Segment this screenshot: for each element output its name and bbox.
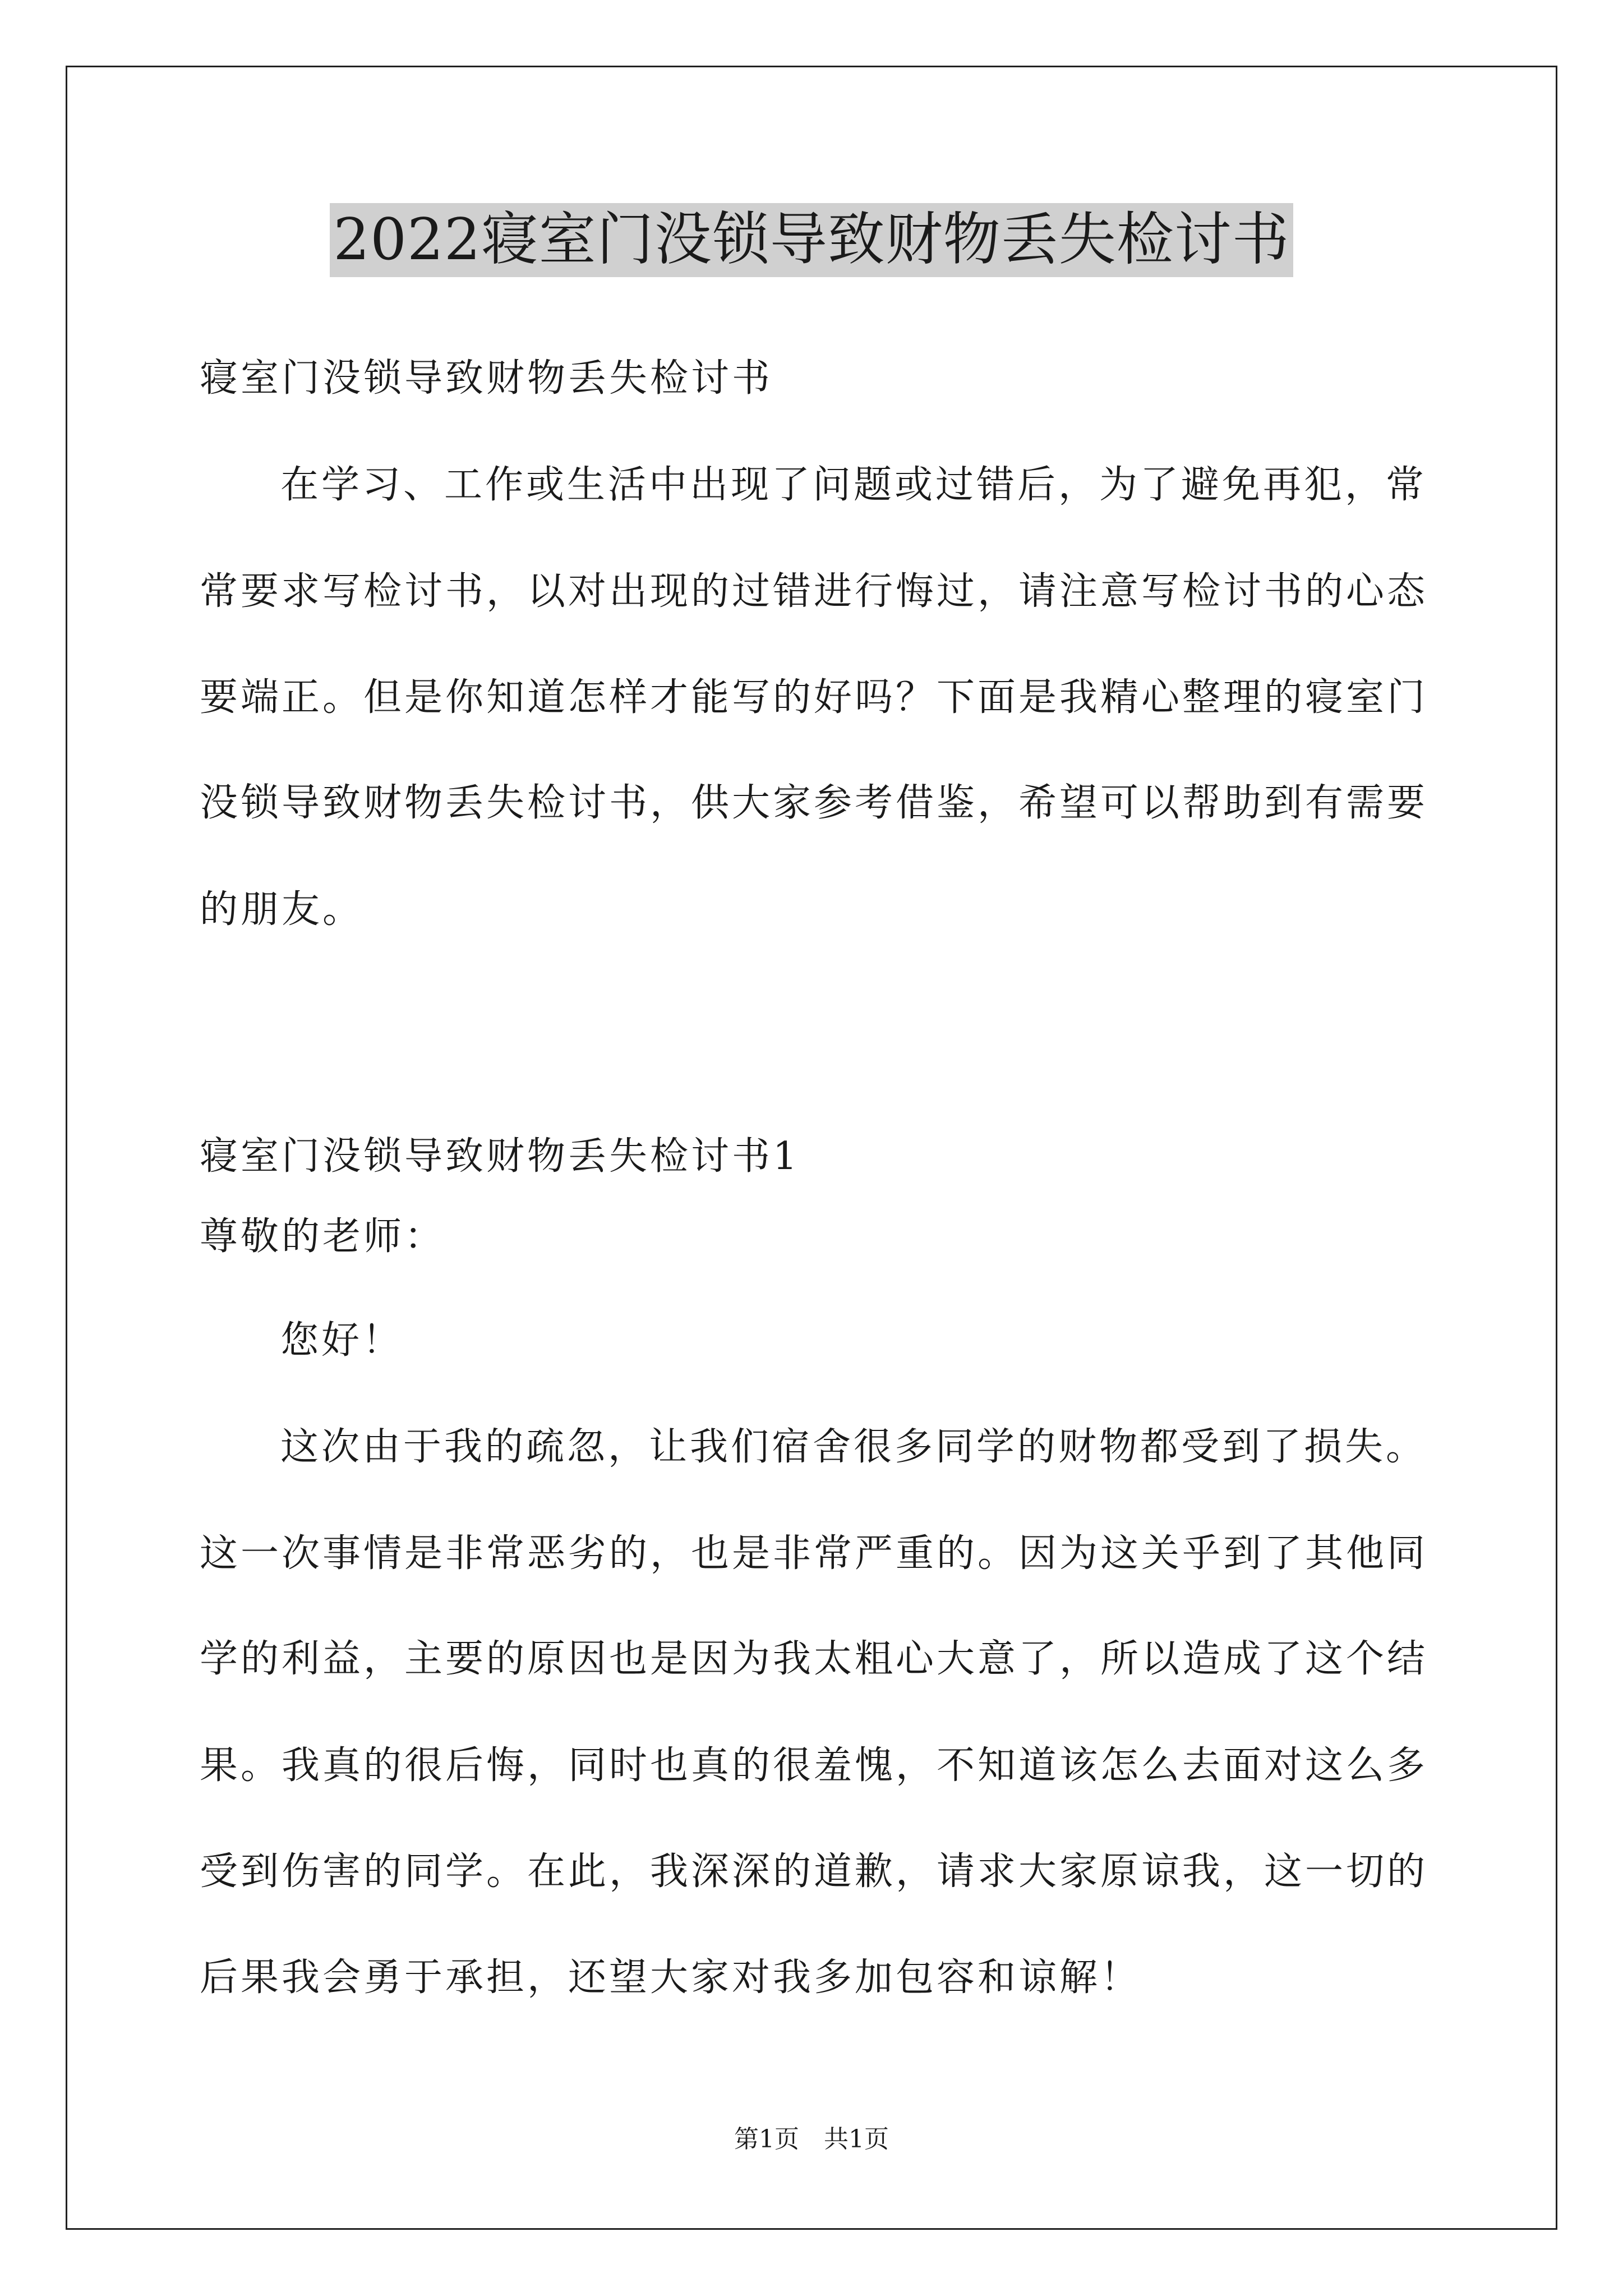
document-title: 2022寝室门没锁导致财物丢失检讨书 bbox=[330, 203, 1293, 277]
body-line-1: 这次由于我的疏忽，让我们宿舍很多同学的财物都受到了损失。 bbox=[280, 1425, 1427, 1469]
body-line-2: 这一次事情是非常恶劣的，也是非常严重的。因为这关乎到了其他同 bbox=[200, 1531, 1428, 1576]
intro-line-4: 没锁导致财物丢失检讨书，供大家参考借鉴，希望可以帮助到有需要 bbox=[200, 781, 1428, 825]
greeting: 您好！ bbox=[280, 1318, 404, 1363]
intro-line-3: 要端正。但是你知道怎样才能写的好吗？下面是我精心整理的寝室门 bbox=[200, 675, 1428, 720]
page-number: 第1页 共1页 bbox=[734, 2125, 889, 2154]
title-container bbox=[0, 203, 1623, 277]
body-line-6: 后果我会勇于承担，还望大家对我多加包容和谅解！ bbox=[200, 1955, 1142, 2000]
document-subtitle: 寝室门没锁导致财物丢失检讨书 bbox=[200, 356, 773, 401]
salutation: 尊敬的老师： bbox=[200, 1214, 446, 1259]
section-heading: 寝室门没锁导致财物丢失检讨书1 bbox=[200, 1134, 800, 1179]
intro-line-1: 在学习、工作或生活中出现了问题或过错后，为了避免再犯，常 bbox=[280, 463, 1427, 507]
body-line-3: 学的利益，主要的原因也是因为我太粗心大意了，所以造成了这个结 bbox=[200, 1637, 1428, 1681]
intro-line-2: 常要求写检讨书，以对出现的过错进行悔过，请注意写检讨书的心态 bbox=[200, 569, 1428, 614]
intro-line-5: 的朋友。 bbox=[200, 887, 364, 932]
body-line-4: 果。我真的很后悔，同时也真的很羞愧，不知道该怎么去面对这么多 bbox=[200, 1743, 1428, 1788]
body-line-5: 受到伤害的同学。在此，我深深的道歉，请求大家原谅我，这一切的 bbox=[200, 1849, 1428, 1894]
